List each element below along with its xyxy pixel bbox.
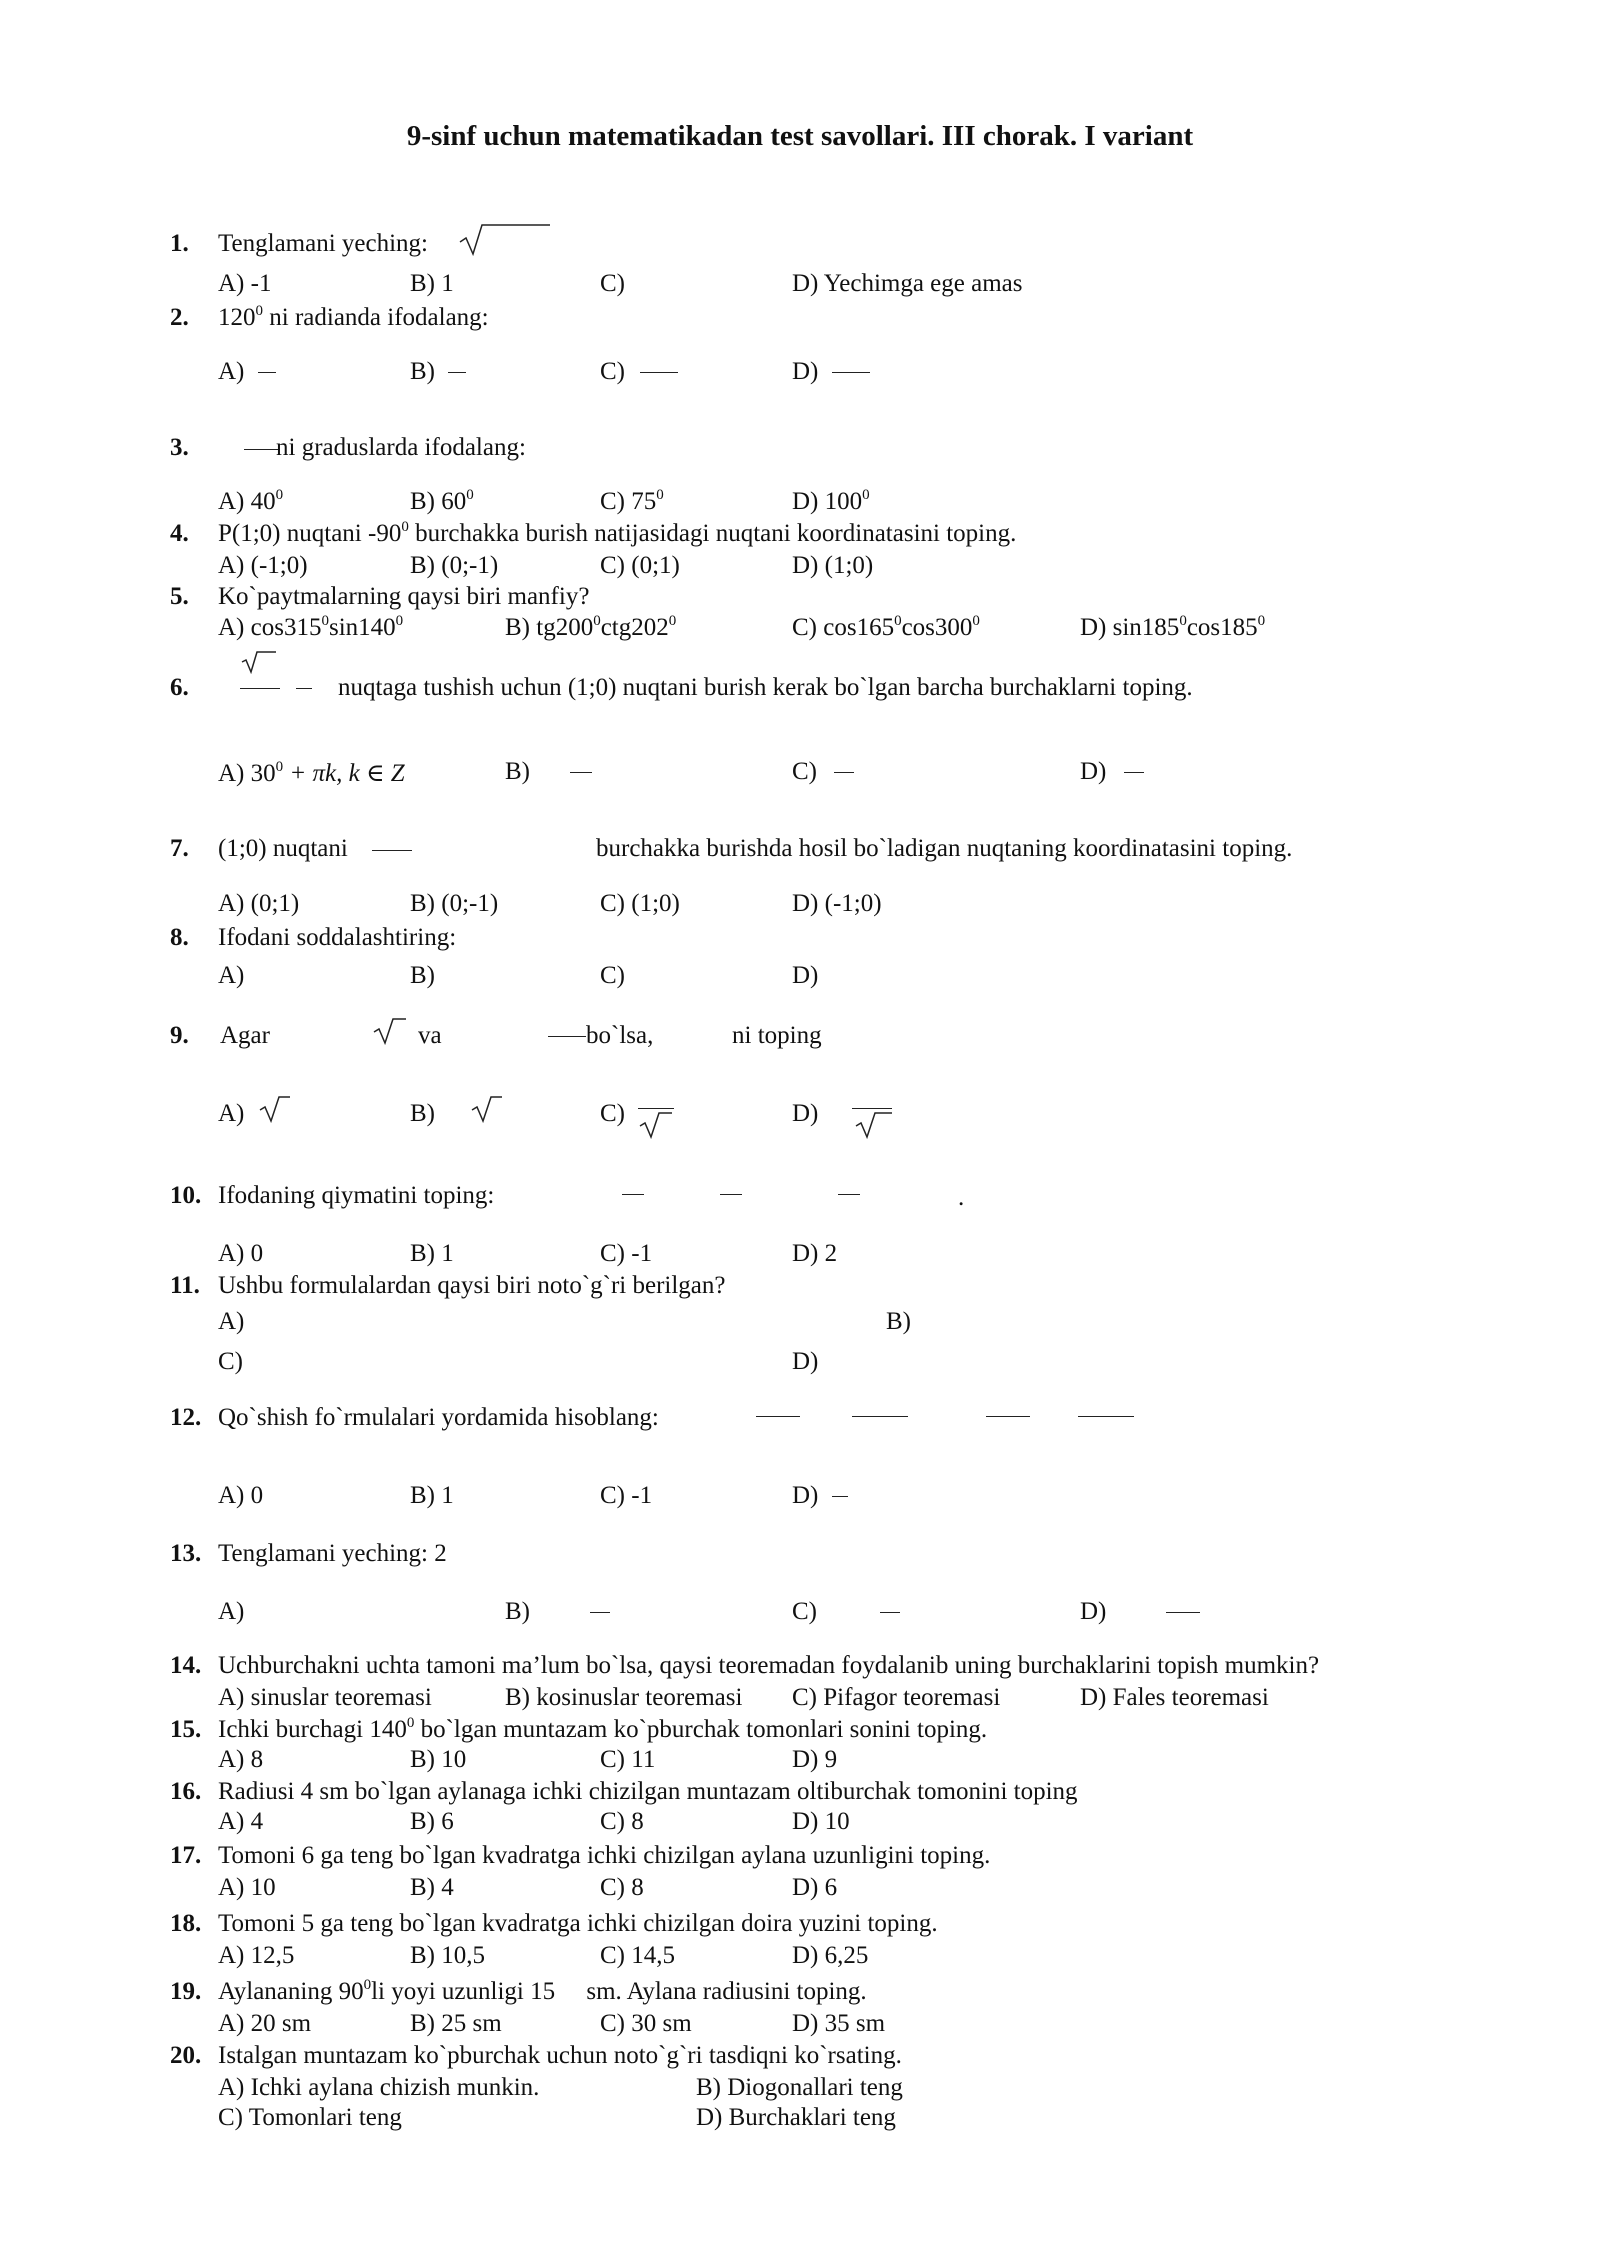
option-d: D) (792, 1482, 819, 1509)
fraction-bar (838, 1194, 860, 1195)
sqrt-sign-icon (240, 650, 280, 674)
option-d: D) (-1;0) (792, 890, 882, 917)
fraction-bar (880, 1612, 900, 1613)
sqrt-sign-icon (372, 1016, 408, 1046)
question-number: 7. (170, 835, 189, 862)
question-text: Istalgan muntazam ko`pburchak uchun noto`g`ri tasdiqni ko`rsating. (218, 2042, 902, 2069)
option-a: A) -1 (218, 270, 272, 297)
option-a: A) (218, 962, 245, 989)
sqrt-sign-icon (852, 1110, 896, 1140)
question-text: Agar (220, 1022, 270, 1049)
option-a: A) 12,5 (218, 1942, 295, 1969)
option-a: A) 4 (218, 1808, 264, 1835)
question-number: 14. (170, 1652, 202, 1679)
option-b: B) 10,5 (410, 1942, 485, 1969)
option-a: A) $40^0$ (218, 487, 284, 515)
option-b: B) 1 (410, 1240, 454, 1267)
question-number: 1. (170, 230, 189, 257)
option-d: D) 2 (792, 1240, 838, 1267)
question-number: 5. (170, 583, 189, 610)
question-text: (1;0) nuqtani (218, 835, 348, 862)
page-title: 9-sinf uchun matematikadan test savollari. III chorak. I variant (406, 120, 1194, 152)
option-d: D) (1080, 758, 1107, 785)
option-c: C) 14,5 (600, 1942, 675, 1969)
option-b: B) 4 (410, 1874, 454, 1901)
option-a: A) (-1;0) (218, 552, 308, 579)
option-d: D) Yechimga ege amas (792, 270, 1023, 297)
question-number: 16. (170, 1778, 202, 1805)
question-number: 2. (170, 304, 189, 331)
option-c: C) (218, 1348, 243, 1375)
fraction-bar (720, 1194, 742, 1195)
option-b: B) 10 (410, 1746, 467, 1773)
option-d: D) 10 (792, 1808, 850, 1835)
option-c: C) (600, 1100, 625, 1127)
fraction-bar (590, 1612, 610, 1613)
fraction-bar (622, 1194, 644, 1195)
option-a: A) (0;1) (218, 890, 300, 917)
question-text-cont: burchakka burishda hosil bo`ladigan nuqtaning koordinatasini toping. (596, 835, 1293, 862)
fraction-bar (372, 850, 412, 851)
fraction-bar (852, 1108, 892, 1109)
fraction-bar (240, 688, 280, 689)
question-number: 15. (170, 1716, 202, 1743)
option-b: B) 6 (410, 1808, 454, 1835)
question-dot: . (958, 1184, 965, 1211)
question-number: 13. (170, 1540, 202, 1567)
option-c: C) 8 (600, 1808, 644, 1835)
option-b: B) $tg200^0ctg202^0$ (505, 613, 677, 641)
option-a: A) 0 (218, 1240, 264, 1267)
option-b: B) $60^0$ (410, 487, 474, 515)
option-c: C) 30 sm (600, 2010, 692, 2037)
option-c: C) $75^0$ (600, 487, 664, 515)
question-text: nuqtaga tushish uchun (1;0) nuqtani burish kerak bo`lgan barcha burchaklarni toping. (338, 674, 1193, 701)
option-b: B) 1 (410, 270, 454, 297)
option-d: D) 35 sm (792, 2010, 886, 2037)
sqrt-sign-icon (258, 1094, 292, 1124)
fraction-bar (570, 772, 592, 773)
question-number: 19. (170, 1978, 202, 2005)
option-b: B) 1 (410, 1482, 454, 1509)
option-c: C) (600, 270, 625, 297)
fraction-bar (1124, 772, 1144, 773)
fraction-bar (548, 1036, 586, 1037)
option-b: B) (410, 1100, 435, 1127)
question-text-toping: ni toping (732, 1022, 822, 1049)
sqrt-sign-icon (458, 222, 554, 258)
option-a: A) (218, 1100, 245, 1127)
sqrt-sign-icon (636, 1110, 676, 1140)
question-number: 20. (170, 2042, 202, 2069)
option-a: A) 8 (218, 1746, 264, 1773)
option-c: C) (600, 358, 625, 385)
question-text: Ushbu formulalardan qaysi biri noto`g`ri berilgan? (218, 1272, 726, 1299)
option-d: D) (792, 1100, 819, 1127)
question-text: Tenglamani yeching: 2 (218, 1540, 447, 1567)
option-d: D) 9 (792, 1746, 838, 1773)
fraction-bar (832, 1496, 848, 1497)
option-a: A) Ichki aylana chizish munkin. (218, 2074, 540, 2101)
question-text: Ichki burchagi $140^0$ bo`lgan muntazam ko`pburchak tomonlari sonini toping. (218, 1715, 988, 1743)
question-text: Tomoni 6 ga teng bo`lgan kvadratga ichki chizilgan aylana uzunligini toping. (218, 1842, 991, 1869)
option-c: C) (600, 962, 625, 989)
question-number: 12. (170, 1404, 202, 1431)
question-text: Uchburchakni uchta tamoni ma’lum bo`lsa, qaysi teoremadan foydalanib uning burchaklarini topish mumkin? (218, 1652, 1320, 1679)
fraction-bar (448, 372, 466, 373)
question-number: 11. (170, 1272, 200, 1299)
question-number: 4. (170, 520, 189, 547)
option-b: B) (0;-1) (410, 552, 499, 579)
question-text: ni graduslarda ifodalang: (276, 434, 526, 461)
option-c: C) (1;0) (600, 890, 680, 917)
option-d: D) (1;0) (792, 552, 874, 579)
option-b: B) (886, 1308, 911, 1335)
fraction-bar (1078, 1416, 1134, 1417)
fraction-bar (244, 449, 280, 450)
question-text: $120^0$ ni radianda ifodalang: (218, 303, 489, 331)
fraction-bar (756, 1416, 800, 1417)
option-c: C) (0;1) (600, 552, 680, 579)
option-c: C) (792, 1598, 817, 1625)
fraction-bar (638, 1108, 674, 1109)
option-b: B) 25 sm (410, 2010, 502, 2037)
option-b: B) Diogonallari teng (696, 2074, 903, 2101)
option-b: B) (410, 962, 435, 989)
fraction-bar (834, 772, 854, 773)
option-d: D) (792, 358, 819, 385)
option-a: A) (218, 358, 245, 385)
question-number: 10. (170, 1182, 202, 1209)
option-b: B) kosinuslar teoremasi (505, 1684, 743, 1711)
option-d: D) (792, 1348, 819, 1375)
question-number: 6. (170, 674, 189, 701)
question-number: 17. (170, 1842, 202, 1869)
question-text-bolsa: bo`lsa, (586, 1022, 654, 1049)
question-text: Tomoni 5 ga teng bo`lgan kvadratga ichki chizilgan doira yuzini toping. (218, 1910, 938, 1937)
question-text: P(1;0) nuqtani $-90^0$ burchakka burish natijasidagi nuqtani koordinatasini toping. (218, 519, 1017, 547)
question-number: 9. (170, 1022, 189, 1049)
option-d: D) $100^0$ (792, 487, 870, 515)
option-d: D) Burchaklari teng (696, 2104, 896, 2131)
question-number: 18. (170, 1910, 202, 1937)
option-a: A) sinuslar teoremasi (218, 1684, 432, 1711)
option-d: D) 6,25 (792, 1942, 869, 1969)
option-d: D) (792, 962, 819, 989)
option-b: B) (0;-1) (410, 890, 499, 917)
question-text: Ifodani soddalashtiring: (218, 924, 457, 951)
option-c: C) (792, 758, 817, 785)
option-c: C) -1 (600, 1482, 653, 1509)
question-text: Ko`paytmalarning qaysi biri manfiy? (218, 583, 590, 610)
option-a: A) (218, 1598, 245, 1625)
option-b: B) (410, 358, 435, 385)
option-a: A) 0 (218, 1482, 264, 1509)
question-text: Ifodaning qiymatini toping: (218, 1182, 495, 1209)
question-number: 3. (170, 434, 189, 461)
option-b: B) (505, 1598, 530, 1625)
option-a: A) 20 sm (218, 2010, 312, 2037)
option-d: D) $\sin 185^0\cos 185^0$ (1080, 613, 1266, 641)
option-c: C) 8 (600, 1874, 644, 1901)
option-b: B) (505, 758, 530, 785)
question-text: Tenglamani yeching: (218, 230, 428, 257)
option-c: C) Pifagor teoremasi (792, 1684, 1001, 1711)
question-text-va: va (418, 1022, 442, 1049)
option-c: C) 11 (600, 1746, 656, 1773)
option-a: A) (218, 1308, 245, 1335)
fraction-bar (296, 688, 312, 689)
fraction-bar (1166, 1612, 1200, 1613)
fraction-bar (832, 372, 870, 373)
option-a: A) $30^0 + \pi k$, k ∈ Z (218, 759, 405, 787)
fraction-bar (640, 372, 678, 373)
question-text: Qo`shish fo`rmulalari yordamida hisoblang: (218, 1404, 659, 1431)
option-a: A) 10 (218, 1874, 276, 1901)
option-d: D) (1080, 1598, 1107, 1625)
fraction-bar (852, 1416, 908, 1417)
question-text: Aylananing $90^0li$ yoyi uzunligi 15 sm. Aylana radiusini toping. (218, 1977, 867, 2005)
fraction-bar (258, 372, 276, 373)
option-c: C) -1 (600, 1240, 653, 1267)
option-c: C) $\cos 165^0\cos 300^0$ (792, 613, 980, 641)
question-text: Radiusi 4 sm bo`lgan aylanaga ichki chizilgan muntazam oltiburchak tomonini toping (218, 1778, 1078, 1805)
option-d: D) Fales teoremasi (1080, 1684, 1269, 1711)
fraction-bar (986, 1416, 1030, 1417)
question-number: 8. (170, 924, 189, 951)
option-c: C) Tomonlari teng (218, 2104, 402, 2131)
option-d: D) 6 (792, 1874, 838, 1901)
sqrt-sign-icon (470, 1094, 504, 1124)
option-a: A) $\cos 315^0\sin 140^0$ (218, 613, 404, 641)
